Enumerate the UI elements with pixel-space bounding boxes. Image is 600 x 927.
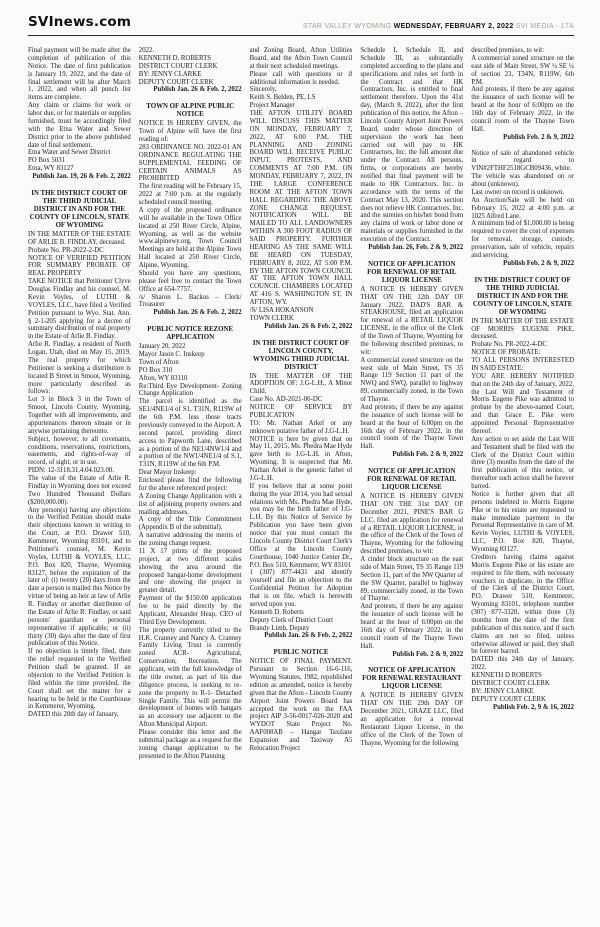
notice-paragraph: PO Box 310	[138, 366, 173, 374]
page-header	[28, 14, 574, 36]
notice-paragraph: BY: JENNY CLARKE	[471, 687, 534, 695]
notice-paragraph: The value of the Estate of Arlie R. Findlay in Wyoming does not exceed Two Hundred Thousand Dollars ($200,000.00).	[28, 475, 131, 506]
notice-paragraph: 283 ORDINANCE NO. 2022-01 AN ORDINANCE REGULATING THE SUPPLEMENTAL FEEDING OF CERTAIN ANIMALS AS PROHIBITED	[138, 143, 242, 183]
notice-paragraph: Brandy Limb, Deputy	[249, 624, 310, 632]
notice-paragraph: A NOTICE IS HEREBY GIVEN THAT ON THE 12th DAY OF January 2022, DAD'S BAR & STEAKHOUSE, filed an application for renewal of a RETAIL LIQUOR LICENSE, in the office of the Clerk of the Town of Thayne, Wyoming for the following described premises, to wit:	[360, 285, 464, 356]
notice-paragraph: DATED this 20th day of January,	[28, 711, 119, 719]
notice-paragraph: An Auction/Sale will be held on February 15, 2022 at 4:00 p.m. at 1025 Alfred Lane.	[471, 196, 574, 220]
dateline-date: WEDNESDAY, FEBRUARY 2, 2022	[393, 23, 514, 30]
notice-paragraph: Subject, however, to all covenants, conditions, reservations, restrictions, easements, and rights-of-way of record, of sight, or in use.	[28, 435, 131, 467]
notice-paragraph: NOTICE IS HEREBY GIVEN, the Town of Alpine will have the first reading of:	[138, 120, 242, 143]
notice-paragraph: Etna, WY 83127	[28, 165, 74, 173]
masthead-logo: SVInews.com	[28, 14, 132, 30]
notice-paragraph: Any claim or claims for work or labor due, or for materials or supplies furnished, must be accordingly filed with the Etna Water and Sewer District prior to the above published date of final settlement.	[28, 102, 131, 149]
notice-paragraph: IN THE MATTER OF THE ADOPTION OF: J.G-L.H., A Minor Child.	[249, 372, 353, 396]
notice-heading: TOWN OF ALPINE PUBLIC NOTICE	[146, 103, 235, 119]
notice-separator	[471, 142, 574, 150]
notice-paragraph: A commercial zoned structure on the west side of Main Street, TS 35 Range 119 Section 11 part of the NWQ and SWQ, parallel to highway 89, commercially zoned, in the Town of Thayne.	[360, 356, 464, 403]
notice-paragraph: Afton, WY 83110	[138, 374, 188, 382]
notice-paragraph: DISTRICT COURT CLERK	[138, 62, 218, 70]
notice-paragraph: If you believe that at some point during the year 2014, you had sexual relations with Ms. Phedra Mae Hyde, you may be the birth father of J.G-L.H. By this Notice of Service by Publication you have been given notice that you must contact the Lincoln County District Court Clerk's Office at the Lincoln County Courthouse, 1040 Justice Center Dr., P.O. Box 510, Kemmerer, WY 83101	[249, 482, 353, 569]
publish-line: Publish Feb. 2 & 9, 2022	[503, 259, 574, 267]
notice-paragraph: Arlie R. Findlay, a resident of North Logan, Utah, died on May 15, 2019. The real property for which Petitioner is seeking a distribution is located B Street in Smoot, Wyoming, more particularly described as follows:	[28, 341, 131, 396]
notice-paragraph: DEPUTY COURT CLERK	[138, 78, 214, 86]
notice-paragraph: Final payment will be made after the completion of publication of this Notice. The date of first publication is January 19, 2022, and the date of final settlement will be after March 1, 2022, and when all punch list items are complete.	[28, 47, 131, 102]
notice-paragraph: Case No. AD-2021-06-DC	[249, 396, 323, 404]
notice-paragraph: Lot 3 in Block 3 in the Town of Smoot, Lincoln County, Wyoming, Together with all improvements, and appurtenances thereon situate or in anywise pertaining thereunto.	[28, 396, 131, 435]
notice-paragraph: Project Manager	[249, 102, 295, 110]
notice-paragraph: DEPUTY COURT CLERK	[471, 695, 546, 703]
notice-paragraph: 1 (307) 877-4431 and identify yourself and file an objection to the Confidential Petition for Adoption that is on file, which is herewith served upon you.	[249, 569, 353, 608]
notice-paragraph: Re:Third Eye Development- Zoning Change Application	[138, 382, 242, 398]
notice-paragraph: KENNETH D ROBERTS	[471, 672, 542, 679]
publish-line: Publish Feb. 2 & 9, 2022	[392, 451, 464, 459]
column-3	[250, 47, 353, 903]
notice-paragraph: THE AFTON UTILITY BOARD WILL DISCUSS THIS MATTER ON MONDAY, FEBRUARY 7, 2022, AT 6:00 P.M. THE PLANNING AND ZONING BOARD WILL RECEIVE PUBLIC INPUT, PROTESTS, AND COMMENTS AT 7:00 P.M. ON MONDAY, FEBRUARY 7, 2022, IN THE LARGE CONFERENCE ROOM AT THE AFTON TOWN HALL REGARDING THE ABOVE ZONE CHANGE REQUEST. NOTIFICATION WILL BE MAILED TO ALL LANDOWNERS WITHIN A 300 FOOT RADIUS OF SAID PROPERTY. FURTHER HEARING AS THE SAME WILL BE HEARD ON TUESDAY, FEBRUARY 8, 2022, AT 5:00 P.M. BY THE AFTON TOWN COUNCIL AT THE AFTON TOWN HALL COUNCIL CHAMBERS LOCATED AT 416 S. WASHINGTON ST, IN AFTON, WY.	[249, 110, 353, 306]
notice-paragraph: DATED this 24th day of January, 2022.	[471, 656, 574, 672]
dateline	[303, 23, 574, 30]
column-5	[471, 47, 574, 903]
notice-separator	[250, 331, 353, 339]
notice-paragraph: Sincerely,	[249, 86, 277, 94]
notice-paragraph: Any person(s) having any objections to the Verified Petition should make their objections known in writing to the Court, at P.O. Drawer 510, Kemmerer, Wyoming 83101, and to Petitioner's counsel, M. Kevin Voyles, LUTHI & VOYLES, LLC, P.O. Box 820, Thayne, Wyoming 83127, before the expiration of the later of: (i) twenty (20) days from the date a person is mailed this Notice by virtue of being an heir at law of Arlie R. Findlay or another distributee of the Estate of Arlie R. Findlay, or said persons' guardian or personal representative if applicable; or (ii) thirty (30) days after the date of first publication of this Notice.	[28, 506, 131, 648]
notice-paragraph: Notice of sale of abandoned vehicle in regard to VIN#2FTHF2518GCB09436, white.	[471, 149, 574, 173]
publish-line: Publish Jan. 26, Feb. 2 & 9, 2022	[368, 243, 464, 251]
publish-line: Publish Feb. 2 & 9, 2022	[503, 133, 574, 141]
notice-paragraph: Notice is further given that all persons indebted to Morris Eugene Pike or to his estate are requested to make immediate payment to the Personal Representative in care of M. Kevin Voyles, LUTHI & VOYLES, LLC, P.O. Box 820, Thayne, Wyoming 83127.	[471, 490, 574, 553]
notice-paragraph: A copy of the Title Commitment (Appendix B of the submittal).	[138, 516, 242, 532]
notice-paragraph: Probate No. PR-2022-4-DC	[471, 341, 547, 349]
notice-heading: NOTICE OF APPLICATION FOR RENEWAL OF RETAIL LIQUOR LICENSE	[367, 468, 457, 491]
notice-paragraph: Kenneth D. Roberts	[249, 608, 304, 616]
notice-paragraph: Dear Mayor Inskeep:	[138, 469, 197, 477]
notice-paragraph: IN THE MATTER OF THE ESTATE OF ARLIE B. FINDLAY, deceased.	[28, 230, 131, 246]
notice-paragraph: 2022.	[138, 47, 155, 54]
notice-heading: PUBLIC NOTICE REZONE APPLICATION	[147, 326, 234, 342]
notice-paragraph: The parcel is identified as the SE1/4NE1/4 of S1, T31N, R119W of the 6th P.M. less those tracts previously conveyed to the Airport. A second parcel, providing direct access to Papworth Lane, described as a portion of the NE1/4NW1/4 and a portion of the NW1/4NE1/4 of S.1, T31N, R119W of the 6th P.M.	[138, 398, 242, 469]
notice-heading: NOTICE OF APPLICATION FOR RENEWAL RESTAURANT LIQUOR LICENSE	[362, 667, 462, 691]
publish-line: Publish Feb. 2 & 9, 2022	[392, 650, 464, 658]
notice-paragraph: A narrative addressing the merits of the zoning change request.	[138, 532, 242, 547]
notice-paragraph: Mayor Jason C. Inskeep	[138, 351, 205, 358]
notice-paragraph: A copy of the proposed ordinance will be available in the Town Office located at 250 River Circle, Alpine, Wyoming, as well as the website www.alpinewy.org. Town Council Meetings are held at the Alpine Town Hall located at 250 River Circle, Alpine, Wyoming.	[138, 206, 242, 269]
notice-separator	[471, 268, 574, 276]
notice-paragraph: January 20, 2022	[138, 343, 186, 351]
dateline-left: STAR VALLEY WYOMING	[302, 23, 394, 30]
dateline-right: SVI MEDIA - 17A	[513, 23, 574, 30]
notice-paragraph: DISTRICT COURT CLERK	[471, 679, 550, 687]
notice-paragraph: Deputy Clerk of District Court	[249, 616, 334, 624]
notice-paragraph: The vehicle was abandoned on or about (unknown).	[471, 173, 574, 188]
notice-paragraph: Etna Water and Sewer District	[28, 149, 111, 157]
notice-separator	[250, 640, 353, 648]
column-4	[360, 47, 463, 903]
notice-paragraph: Keith S. Belden, PE, LS	[249, 94, 316, 102]
notice-paragraph: NOTICE OF FINAL PAYMENT. Pursuant to Section 16-6-116, Wyoming Statutes, 1982, republished edition as amended, notice is hereby given that the Afton - Lincoln County Airport Joint Powers Board has accepted the work on the FAA project AIP 3-56-0017-026-2020 and WYDOT State Project No. AAF008AB – Hangar Taxilane Expansion and Taxiway A5 Relocation Project	[249, 658, 353, 752]
notice-separator	[360, 459, 463, 467]
notice-paragraph: A commercial zoned structure on the east side of Main Street, SW ¼ SE ¼ of section 23, T34N, R119W, 6th P.M.	[471, 54, 574, 86]
notice-separator	[360, 658, 463, 666]
publish-line: Publish Jan. 19, 26 & Feb. 2, 2022	[32, 173, 131, 180]
notice-paragraph: A Zoning Change Application with a list of adjoining property owners and mailing addresses.	[138, 492, 242, 516]
notice-paragraph: /S/ LISA HOKANSON	[249, 306, 314, 314]
notice-paragraph: The first reading will be February 15, 2022 at 7:00 p.m. at the regularly scheduled council meeting.	[138, 183, 242, 206]
notice-heading: PUBLIC NOTICE	[273, 649, 329, 657]
publish-line: Publish Jan. 26 & Feb. 2, 2022	[153, 86, 242, 94]
notice-paragraph: A minimum bid of $1,000.00 is being required to cover the cost of expenses for removal, storage, custody, preservation, sale of vehicle, repairs and servicing.	[471, 220, 574, 259]
notice-paragraph: Creditors having claims against Morris Eugene Pike or his estate are required to file them, with necessary vouchers in duplicate, in the Office of the Clerk of the District Court, P.O. Drawer 510, Kemmerer, Wyoming 83101, telephone number (307) 877-3320, within three (3) months from the date of the first publication of this notice, and if such claims are not so filed, unless otherwise allowed or paid, they shall be forever barred.	[471, 553, 574, 656]
notice-paragraph: and Zoning Board, Afton Utilities Board, and the Afton Town Council at their next scheduled meetings.	[249, 47, 353, 70]
notice-paragraph: A NOTICE IS HEREBY GIVEN THAT ON THE 31st DAY OF December 2021, PINE'S BAR G LLC, filed an application for renewal of a RETAIL LIQUOR LICENSE, in the office of the Clerk of the Town of Thayne, Wyoming for the following described premises, to wit:	[360, 493, 464, 556]
notice-paragraph: And protests, if there be any against the issuance of such license will be heard at the hour of 6:00pm on the 16th day of February 2022, in the council room of the Thayne Town Hall.	[360, 603, 464, 650]
notice-paragraph: And protests, if there be any against the issuance of such license will be heard at the hour of 6:00pm on the 16th day of February 2022, in the council room of the Thayne Town Hall.	[360, 403, 464, 451]
publish-line: Publish Feb. 2, 9 & 16, 2022	[492, 703, 574, 711]
notice-paragraph: Please consider this letter and the submittal package as a request for the zoning change application to be presented to the Afton Planning	[138, 729, 242, 760]
notice-paragraph: TO ALL PERSONS INTERESTED IN SAID ESTATE:	[471, 357, 574, 372]
notice-paragraph: TOWN CLERK	[249, 314, 294, 322]
notice-paragraph: If no objection is timely filed, then the relief requested in the Verified Petition shall be granted. If an objection to the Verified Petition is filed within the time provided, the Court shall set the matter for a hearing to be held in the Courthouse in Kemmerer, Wyoming.	[28, 648, 131, 711]
notice-separator	[28, 181, 131, 189]
notice-paragraph: Payment of the $150.00 application fee to be paid directly by the Applicant, Alexander Heap, CEO of Third Eye Development.	[138, 595, 242, 626]
notice-paragraph: TO: Mr. Nathan Arkel or any unknown putative father of J.G-L.H.	[249, 419, 353, 435]
notice-paragraph: Should you have any questions, please feel free to contact the Town Office at 654-7757.	[138, 269, 242, 293]
notice-paragraph: TAKE NOTICE that Petitioner Clyve Douglas Findlay and his counsel, M. Kevin Voyles, of LUTHI & VOYLES, LLC, have filed a Verified Petition pursuant to Wyo. Stat. Ann. § 2-1-205 applying for a decree of summary distribution of real property in the Estate of Arlie B. Findlay.	[28, 278, 131, 341]
notice-heading: IN THE DISTRICT COURT OF LINCOLN COUNTY, WYOMING THIRD JUDICIAL DISTRICT	[252, 339, 350, 371]
notice-paragraph: 11 X 17 prints of the proposed project, at two different scales showing the area around the proposed hangar-home development and one showing the project in greater detail.	[138, 547, 242, 595]
notice-paragraph: Please call with questions or if additional information is needed.	[249, 70, 353, 86]
column-1	[28, 47, 131, 903]
notice-paragraph: NOTICE OF PROBATE:	[471, 349, 541, 357]
notice-heading: NOTICE OF APPLICATION FOR RENEWAL OF RETAIL LIQUOR LICENSE	[367, 260, 457, 284]
notice-paragraph: And protests, if there be any against the issuance of such license will be heard at the hour of 6:00pm on the 16th day of February 2022, in the council room of the Thayne Town Hall.	[471, 86, 574, 133]
notice-separator	[360, 252, 463, 260]
notice-paragraph: IN THE MATTER OF THE ESTATE OF MORRIS EUGENE PIKE, deceased.	[471, 317, 574, 341]
notice-paragraph: Probate No. PR-2022-2-DC	[28, 246, 104, 254]
notice-paragraph: BY: JENNY CLARKE	[138, 70, 202, 78]
notice-paragraph: /s/ Sharon L. Backus – Clerk/ Treasurer	[138, 293, 242, 309]
notice-paragraph: A cinder block structure on the east side of Main Street, TS 35 Range 119 Section 11, part of the NW Quarter of the SW Quarter, parallel to highway 89, commercially zoned, in the Town of Thayne.	[360, 556, 464, 603]
notice-paragraph: Schedule I, Schedule II, and Schedule III, as substantially completed according to the plans and specifications and rules set forth in the Contract and that HK Contractors, Inc. is entitled to final settlement therefore. Upon the 41st day, (March 8, 2022), after the first publication of this notice, the Afton – Lincoln County Airport Joint Powers Board, under whose direction of supervision the work has been carried out will pay to HK Contractors, Inc. the full amount due under the Contract. All persons, firms, or corporations are hereby notified that final payment will be made to HK Contractors, Inc. in accordance with the terms of the Contract May 13, 2020. This section does not relieve HK Contractors, Inc. and the sureties on his/her bond from any claims of work or labor done or materials or supplies furnished in the execution of the Contract.	[360, 47, 464, 243]
notice-paragraph: NOTICE OF VERIFIED PETITION FOR SUMMARY PROBATE OF REAL PROPERTY	[28, 254, 131, 278]
notice-paragraph: Town of Afton	[138, 358, 179, 366]
publish-line: Publish Jan. 26 & Feb. 2, 2022	[264, 632, 353, 640]
notice-heading: IN THE DISTRICT COURT OF THE THIRD JUDICIAL DISTRICT IN AND FOR THE COUNTY OF LINCOLN, STATE OF WYOMING	[472, 276, 573, 316]
notice-paragraph: A NOTICE IS HEREBY GIVEN THAT ON THE 29th DAY OF December 2021, GRAZE LLC, filed an application for a renewal Restaurant Liquor License, in the office of the Clerk of the Town of Thayne, Wyoming for the following	[360, 692, 464, 747]
notice-separator	[139, 94, 242, 102]
notice-paragraph: Any action to set aside the Last Will and Testament shall be filed with the Clerk of the District Court within three (3) months from the date of the first publication of this notice, or thereafter such action shall be forever barred.	[471, 435, 574, 490]
notice-heading: IN THE DISTRICT COURT OF THE THIRD JUDICIAL DISTRICT IN AND FOR THE COUNTY OF LINCOLN, STATE OF WYOMING	[29, 189, 130, 229]
notice-paragraph: The property currently titled to the H.K. Cranney and Nancy A. Cranney Family Living Trust is currently zoned ACR- Agricultural, Conservation, Recreation. The applicant, with the full knowledge of the title owner, as part of his due diligence process, is seeking to re-zone the property to R-1- Detached Single Family. This will permit the development of homes with hangars as an accessory use adjacent to the Afton Municipal Airport.	[138, 626, 242, 729]
notice-paragraph: PO Box 5031	[28, 157, 66, 165]
legal-notice-columns	[28, 47, 574, 903]
column-2	[139, 47, 242, 903]
notice-paragraph: described premises, to wit:	[471, 47, 545, 54]
publish-line: Publish Jan. 26 & Feb. 2, 2022	[153, 309, 242, 317]
notice-paragraph: NOTICE OF SERVICE BY PUBLICATION	[249, 404, 353, 419]
notice-paragraph: Enclosed please find the following for the above referenced project:	[138, 477, 242, 492]
notice-paragraph: KENNETH D. ROBERTS	[138, 54, 212, 62]
notice-paragraph: Last owner on record is unknown.	[471, 188, 565, 196]
notice-paragraph: PIDN: 12-3118.31.4.04.023.00.	[28, 467, 115, 475]
notice-paragraph: NOTICE is here by given that on May 11, 2015, Ms. Phedra Mae Hyde gave birth to J.G-L.H. in Afton, Wyoming. It is suspected that Mr. Nathan Arkel is the genetic father of J.G-L.H.	[249, 435, 353, 482]
publish-line: Publish Jan. 26 & Feb. 2, 2022	[264, 322, 353, 330]
notice-separator	[139, 317, 242, 325]
notice-paragraph: YOU ARE HEREBY NOTIFIED that on the 24th day of January, 2022, the Last Will and Testament of Morris Eugene Pike was admitted to probate by the above-named Court, and that Grace E. Pike were appointed Personal Representative thereof.	[471, 372, 574, 435]
